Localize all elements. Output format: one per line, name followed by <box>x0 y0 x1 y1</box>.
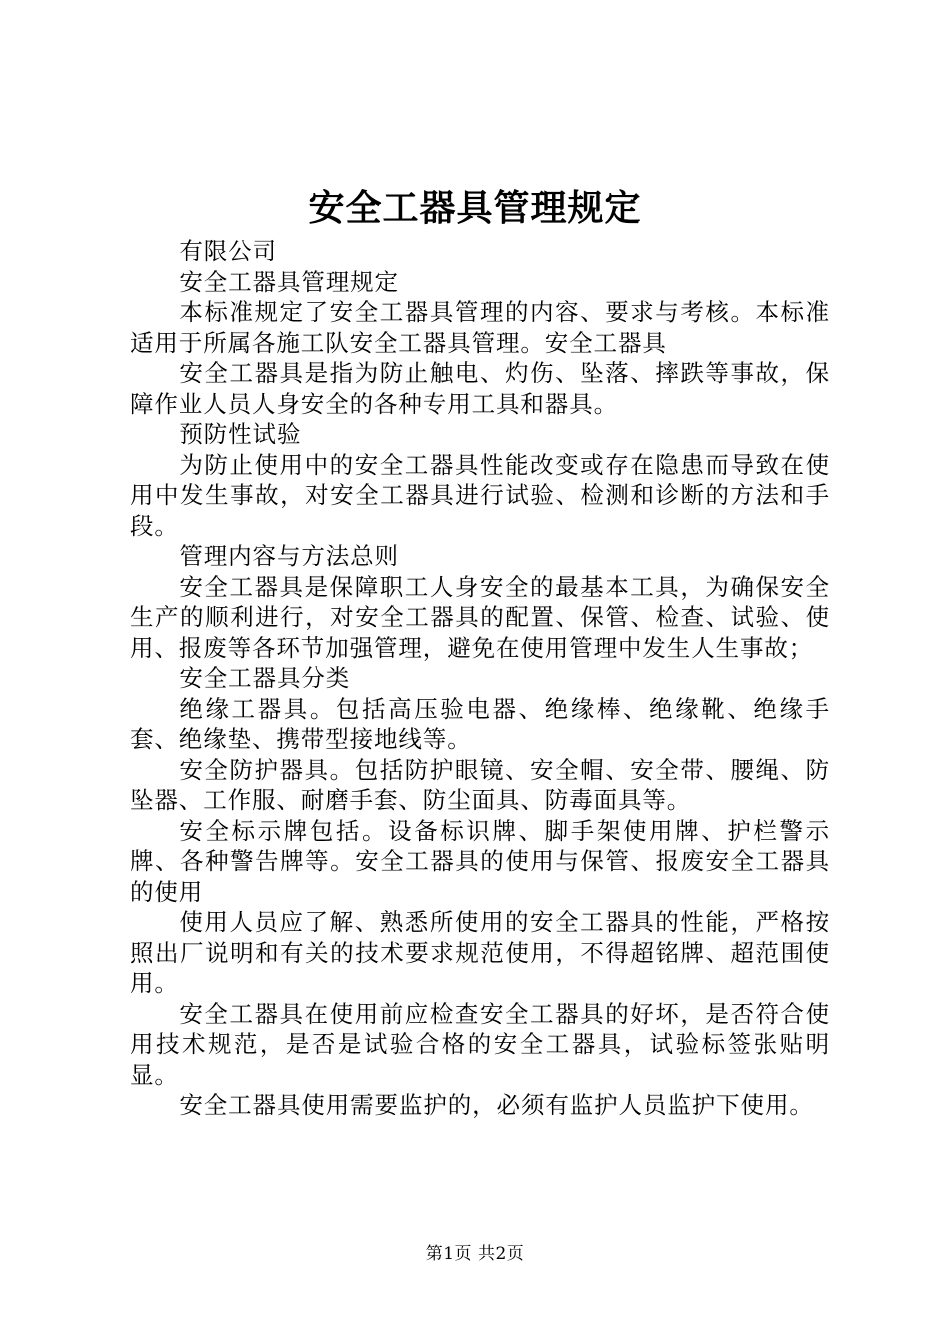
document-title: 安全工器具管理规定 <box>308 187 642 229</box>
paragraph: 为防止使用中的安全工器具性能改变或存在隐患而导致在使用中发生事故，对安全工器具进行试验、检测和诊断的方法和手段。 <box>130 450 830 540</box>
paragraph: 安全标示牌包括。设备标识牌、脚手架使用牌、护栏警示牌、各种警告牌等。安全工器具的使用与保管、报废安全工器具的使用 <box>130 816 830 906</box>
paragraph: 绝缘工器具。包括高压验电器、绝缘棒、绝缘靴、绝缘手套、绝缘垫、携带型接地线等。 <box>130 694 830 753</box>
paragraph: 安全工器具是指为防止触电、灼伤、坠落、摔跌等事故，保障作业人员人身安全的各种专用工具和器具。 <box>130 359 830 418</box>
paragraph: 本标准规定了安全工器具管理的内容、要求与考核。本标准适用于所属各施工队安全工器具管理。安全工器具 <box>130 298 830 357</box>
paragraph: 有限公司 <box>179 237 277 265</box>
paragraph: 安全工器具使用需要监护的，必须有监护人员监护下使用。 <box>179 1091 814 1119</box>
page-number-footer: 第1页 共2页 <box>425 1244 525 1264</box>
paragraph: 安全工器具在使用前应检查安全工器具的好坏，是否符合使用技术规范，是否是试验合格的安全工器具，试验标签张贴明显。 <box>130 999 830 1089</box>
paragraph: 安全防护器具。包括防护眼镜、安全帽、安全带、腰绳、防坠器、工作服、耐磨手套、防尘面具、防毒面具等。 <box>130 755 830 814</box>
paragraph: 安全工器具是保障职工人身安全的最基本工具，为确保安全生产的顺利进行，对安全工器具的配置、保管、检查、试验、使用、报废等各环节加强管理，避免在使用管理中发生人生事故； <box>130 572 830 662</box>
paragraph: 使用人员应了解、熟悉所使用的安全工器具的性能，严格按照出厂说明和有关的技术要求规范使用，不得超铭牌、超范围使用。 <box>130 908 830 997</box>
paragraph: 预防性试验 <box>179 420 302 448</box>
paragraph: 安全工器具分类 <box>179 664 351 692</box>
paragraph: 管理内容与方法总则 <box>179 542 399 570</box>
paragraph: 安全工器具管理规定 <box>179 267 399 296</box>
document-body <box>130 236 830 1121</box>
